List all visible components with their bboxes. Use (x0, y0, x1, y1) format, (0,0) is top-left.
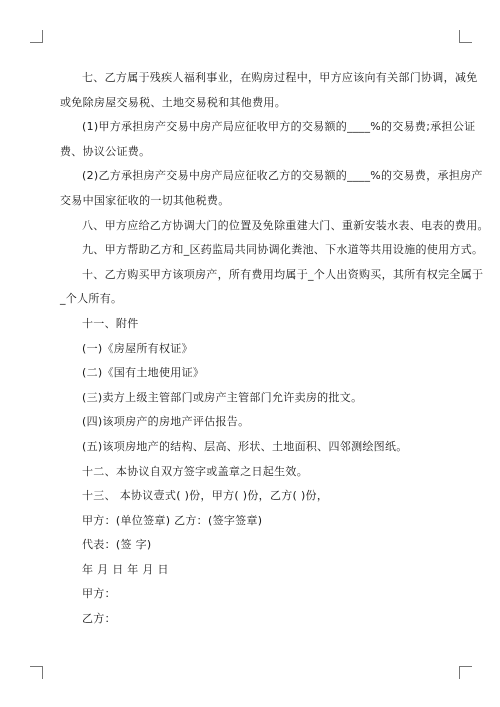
clause-8: 八、甲方应给乙方协调大门的位置及免除重建大门、重新安装水表、电表的费用。 (82, 218, 489, 232)
attachment-2: (二)《国有土地使用证》 (82, 366, 205, 380)
clause-7-item-1-line-1: (1)甲方承担房产交易中房产局应征收甲方的交易额的____%的交易费;承担公证 (82, 120, 476, 134)
clause-7-line-2: 或免除房屋交易税、土地交易税和其他费用。 (60, 95, 286, 109)
attachment-3: (三)卖方上级主管部门或房产主管部门允许卖房的批文。 (82, 390, 363, 404)
clause-11-heading: 十一、附件 (82, 316, 139, 330)
party-a-label: 甲方： (82, 587, 116, 601)
party-b-label: 乙方： (82, 612, 116, 626)
crop-mark-top-right (459, 30, 472, 43)
signature-line-representative: 代表：(签 字) (82, 538, 152, 552)
clause-7-item-2-line-1: (2)乙方承担房产交易中房产局应征收乙方的交易额的____%的交易费，承担房产 (82, 169, 483, 183)
attachment-1: (一)《房屋所有权证》 (82, 341, 193, 355)
document-body (60, 66, 489, 632)
clause-13: 十三、 本协议壹式( )份，甲方( )份，乙方( )份， (82, 489, 329, 503)
clause-7-item-2-line-2: 交易中国家征收的一切其他税费。 (60, 193, 230, 207)
signature-line-dates: 年 月 日 年 月 日 (82, 562, 169, 576)
signature-line-parties: 甲方：(单位签章) 乙方：(签字签章) (82, 513, 263, 527)
crop-mark-bottom-right (459, 666, 472, 679)
crop-mark-top-left (30, 30, 43, 43)
clause-12: 十二、本协议自双方签字或盖章之日起生效。 (82, 464, 308, 478)
clause-9: 九、甲方帮助乙方和_区药监局共同协调化粪池、下水道等共用设施的使用方式。 (82, 243, 484, 257)
clause-7-line-1: 七、乙方属于残疾人福利事业，在购房过程中，甲方应该向有关部门协调，减免 (82, 71, 478, 84)
clause-10-line-1: 十、乙方购买甲方该项房产，所有费用均属于_个人出资购买，其所有权完全属于 (82, 267, 484, 281)
clause-7-item-1-line-2: 费、协议公证费。 (60, 144, 151, 158)
clause-10-line-2: _个人所有。 (60, 292, 123, 306)
attachment-5: (五)该项房地产的结构、层高、形状、土地面积、四邻测绘图纸。 (82, 439, 408, 453)
crop-mark-bottom-left (30, 666, 43, 679)
attachment-4: (四)该项房产的房地产评估报告。 (82, 415, 250, 429)
